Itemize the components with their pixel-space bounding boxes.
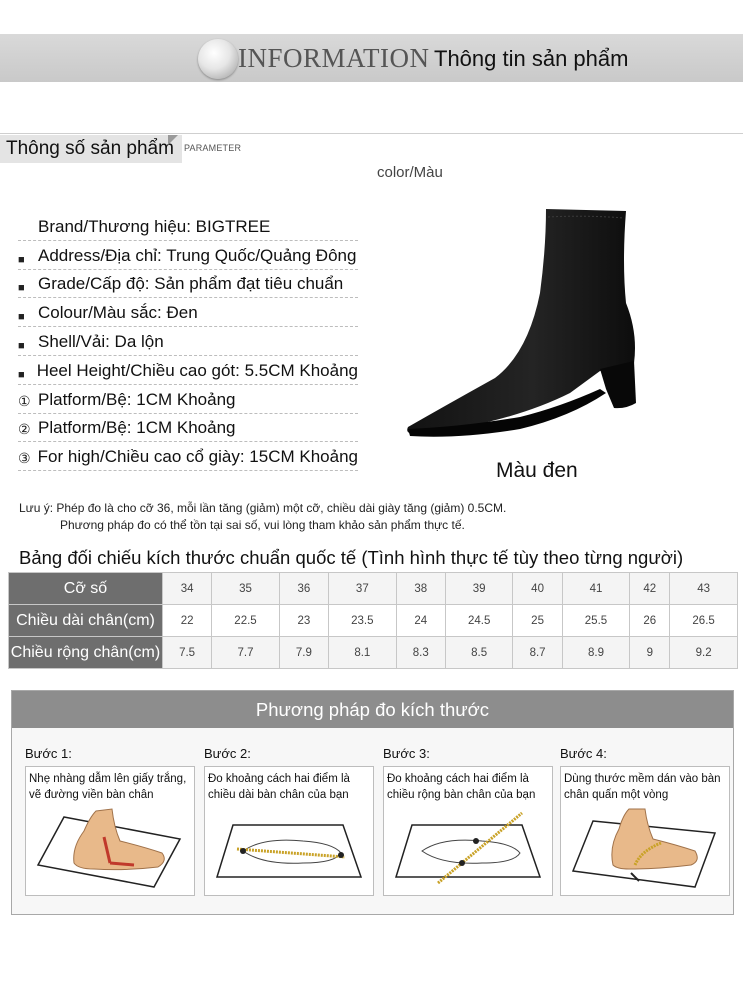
table-cell: 8.1 bbox=[329, 637, 397, 669]
table-cell: 8.3 bbox=[396, 637, 445, 669]
table-cell: 42 bbox=[630, 573, 670, 605]
table-cell: 8.9 bbox=[562, 637, 630, 669]
table-row bbox=[9, 573, 738, 605]
parameter-subtitle: PARAMETER bbox=[184, 143, 242, 153]
foot-on-paper-icon bbox=[34, 807, 186, 889]
spec-item bbox=[18, 298, 358, 327]
table-row bbox=[9, 605, 738, 637]
table-cell: 26 bbox=[630, 605, 670, 637]
row-header: Chiều rộng chân(cm) bbox=[9, 637, 163, 669]
bullet-icon: ③ bbox=[18, 450, 31, 467]
size-chart-title: Bảng đối chiếu kích thước chuẩn quốc tế (Tình hình thực tế tùy theo từng người) bbox=[19, 547, 684, 568]
spec-text: Brand/Thương hiệu: BIGTREE bbox=[38, 216, 271, 236]
bullet-icon: ② bbox=[18, 421, 31, 438]
table-cell: 9 bbox=[630, 637, 670, 669]
step-card bbox=[383, 766, 553, 896]
spec-list bbox=[18, 212, 358, 471]
step-text: Đo khoảng cách hai điểm là chiều dài bàn chân của bạn bbox=[208, 773, 350, 801]
table-cell: 7.7 bbox=[212, 637, 280, 669]
spec-text: For high/Chiều cao cổ giày: 15CM Khoảng bbox=[37, 447, 358, 467]
method-step-4 bbox=[560, 746, 730, 896]
step-card bbox=[560, 766, 730, 896]
spec-item bbox=[18, 270, 358, 299]
section-divider bbox=[0, 133, 743, 134]
corner-triangle-icon bbox=[168, 135, 178, 145]
bullet-icon: ■ bbox=[18, 339, 25, 352]
spec-item bbox=[18, 327, 358, 356]
spec-item bbox=[18, 414, 358, 443]
table-cell: 35 bbox=[212, 573, 280, 605]
table-cell: 25.5 bbox=[562, 605, 630, 637]
step-text: Nhẹ nhàng dẫm lên giấy trắng, vẽ đường viền bàn chân bbox=[29, 773, 187, 801]
spec-item bbox=[18, 241, 358, 270]
method-step-2 bbox=[204, 746, 374, 896]
method-step-3 bbox=[383, 746, 553, 896]
circle-logo-icon bbox=[198, 39, 238, 79]
foot-width-icon bbox=[392, 807, 544, 889]
black-suede-ankle-boot-image bbox=[400, 203, 645, 448]
banner-title-en: INFORMATION bbox=[238, 43, 430, 73]
table-cell: 22.5 bbox=[212, 605, 280, 637]
table-cell: 24 bbox=[396, 605, 445, 637]
step-card bbox=[204, 766, 374, 896]
table-cell: 43 bbox=[670, 573, 738, 605]
bullet-icon: ■ bbox=[18, 311, 25, 324]
note-line-1: Lưu ý: Phép đo là cho cỡ 36, mỗi lần tăng (giảm) một cỡ, chiều dài giày tăng (giảm) 0.5CM. bbox=[19, 501, 507, 515]
table-cell: 25 bbox=[513, 605, 562, 637]
table-cell: 37 bbox=[329, 573, 397, 605]
table-cell: 8.5 bbox=[445, 637, 513, 669]
table-cell: 23.5 bbox=[329, 605, 397, 637]
spec-text: Platform/Bệ: 1CM Khoảng bbox=[38, 418, 236, 438]
foot-length-icon bbox=[213, 807, 365, 889]
table-cell: 34 bbox=[163, 573, 212, 605]
bullet-icon: ① bbox=[18, 392, 31, 409]
step-label: Bước 3: bbox=[383, 746, 430, 761]
step-card bbox=[25, 766, 195, 896]
spec-text: Address/Địa chỉ: Trung Quốc/Quảng Đông bbox=[38, 245, 357, 265]
color-label: color/Màu bbox=[377, 164, 443, 181]
step-text: Dùng thước mềm dán vào bàn chân quấn một vòng bbox=[564, 773, 721, 801]
note-line-2: Phương pháp đo có thể tồn tại sai số, vui lòng tham khảo sản phẩm thực tế. bbox=[60, 518, 465, 532]
table-row bbox=[9, 637, 738, 669]
bullet-icon: ■ bbox=[18, 253, 25, 266]
spec-item bbox=[18, 385, 358, 414]
spec-text: Grade/Cấp độ: Sản phẩm đạt tiêu chuẩn bbox=[38, 274, 344, 294]
table-cell: 8.7 bbox=[513, 637, 562, 669]
step-label: Bước 4: bbox=[560, 746, 607, 761]
spec-text: Heel Height/Chiều cao gót: 5.5CM Khoảng bbox=[36, 360, 358, 380]
parameter-title: Thông số sản phẩm bbox=[0, 135, 182, 163]
table-cell: 7.9 bbox=[279, 637, 328, 669]
row-header: Cỡ số bbox=[9, 573, 163, 605]
banner-title-vi: Thông tin sản phẩm bbox=[434, 46, 629, 71]
spec-item bbox=[18, 442, 358, 471]
step-label: Bước 1: bbox=[25, 746, 72, 761]
table-cell: 26.5 bbox=[670, 605, 738, 637]
table-cell: 38 bbox=[396, 573, 445, 605]
table-cell: 36 bbox=[279, 573, 328, 605]
method-step-1 bbox=[25, 746, 195, 896]
method-title: Phương pháp đo kích thước bbox=[12, 691, 733, 728]
step-text: Đo khoảng cách hai điểm là chiều rộng bàn chân của bạn bbox=[387, 773, 536, 801]
table-cell: 40 bbox=[513, 573, 562, 605]
table-cell: 9.2 bbox=[670, 637, 738, 669]
size-chart-table bbox=[8, 572, 738, 669]
color-caption: Màu đen bbox=[496, 459, 578, 482]
table-cell: 23 bbox=[279, 605, 328, 637]
table-cell: 39 bbox=[445, 573, 513, 605]
table-cell: 24.5 bbox=[445, 605, 513, 637]
table-cell: 7.5 bbox=[163, 637, 212, 669]
step-label: Bước 2: bbox=[204, 746, 251, 761]
spec-item bbox=[18, 212, 358, 241]
tape-measure-foot-icon bbox=[569, 807, 721, 889]
bullet-icon: ■ bbox=[18, 368, 25, 381]
spec-text: Colour/Màu sắc: Đen bbox=[38, 303, 198, 323]
table-cell: 22 bbox=[163, 605, 212, 637]
bullet-icon: ■ bbox=[18, 282, 25, 295]
spec-item bbox=[18, 356, 358, 385]
measuring-method-panel bbox=[11, 690, 734, 915]
spec-text: Platform/Bệ: 1CM Khoảng bbox=[38, 389, 236, 409]
row-header: Chiều dài chân(cm) bbox=[9, 605, 163, 637]
spec-text: Shell/Vải: Da lộn bbox=[38, 331, 164, 351]
information-banner bbox=[0, 34, 743, 82]
table-cell: 41 bbox=[562, 573, 630, 605]
